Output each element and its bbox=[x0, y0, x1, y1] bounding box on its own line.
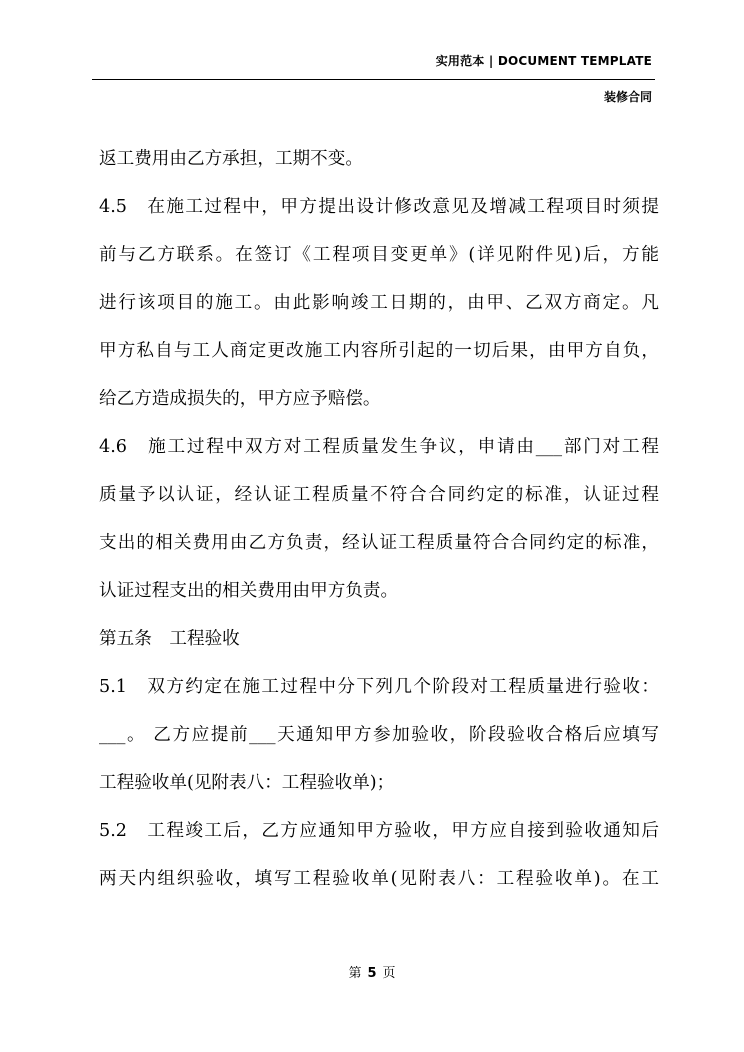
page-suffix: 页 bbox=[382, 966, 396, 981]
body-line: 进行该项目的施工。由此影响竣工日期的，由甲、乙双方商定。凡 bbox=[99, 293, 659, 313]
body-line: 5.1 双方约定在施工过程中分下列几个阶段对工程质量进行验收： bbox=[99, 677, 659, 697]
body-line: 返工费用由乙方承担，工期不变。 bbox=[99, 149, 363, 169]
body-line: 4.5 在施工过程中，甲方提出设计修改意见及增减工程项目时须提 bbox=[99, 197, 659, 217]
section-heading: 第五条 工程验收 bbox=[99, 629, 240, 649]
header-subtitle: 装修合同 bbox=[603, 90, 652, 104]
body-line: 认证过程支出的相关费用由甲方负责。 bbox=[99, 581, 399, 601]
body-line: 前与乙方联系。在签订《工程项目变更单》(详见附件见)后，方能 bbox=[99, 245, 659, 265]
body-line: 甲方私自与工人商定更改施工内容所引起的一切后果，由甲方自负， bbox=[99, 341, 659, 361]
header-divider bbox=[92, 79, 655, 80]
body-line: 4.6 施工过程中双方对工程质量发生争议，申请由___部门对工程 bbox=[99, 437, 659, 457]
page-prefix: 第 bbox=[348, 966, 362, 981]
page-number: 5 bbox=[367, 966, 377, 981]
header-title: 实用范本 | DOCUMENT TEMPLATE bbox=[435, 54, 652, 68]
body-line: ___。 乙方应提前___天通知甲方参加验收，阶段验收合格后应填写 bbox=[99, 725, 659, 745]
page-footer bbox=[0, 962, 744, 981]
body-line: 5.2 工程竣工后，乙方应通知甲方验收，甲方应自接到验收通知后 bbox=[99, 821, 659, 841]
body-line: 两天内组织验收，填写工程验收单(见附表八：工程验收单)。在工 bbox=[99, 869, 659, 889]
body-line: 质量予以认证，经认证工程质量不符合合同约定的标准，认证过程 bbox=[99, 485, 659, 505]
body-line: 给乙方造成损失的，甲方应予赔偿。 bbox=[99, 389, 381, 409]
body-line: 工程验收单(见附表八：工程验收单)； bbox=[99, 773, 395, 793]
document-body bbox=[99, 135, 659, 903]
body-line: 支出的相关费用由乙方负责，经认证工程质量符合合同约定的标准， bbox=[99, 533, 659, 553]
